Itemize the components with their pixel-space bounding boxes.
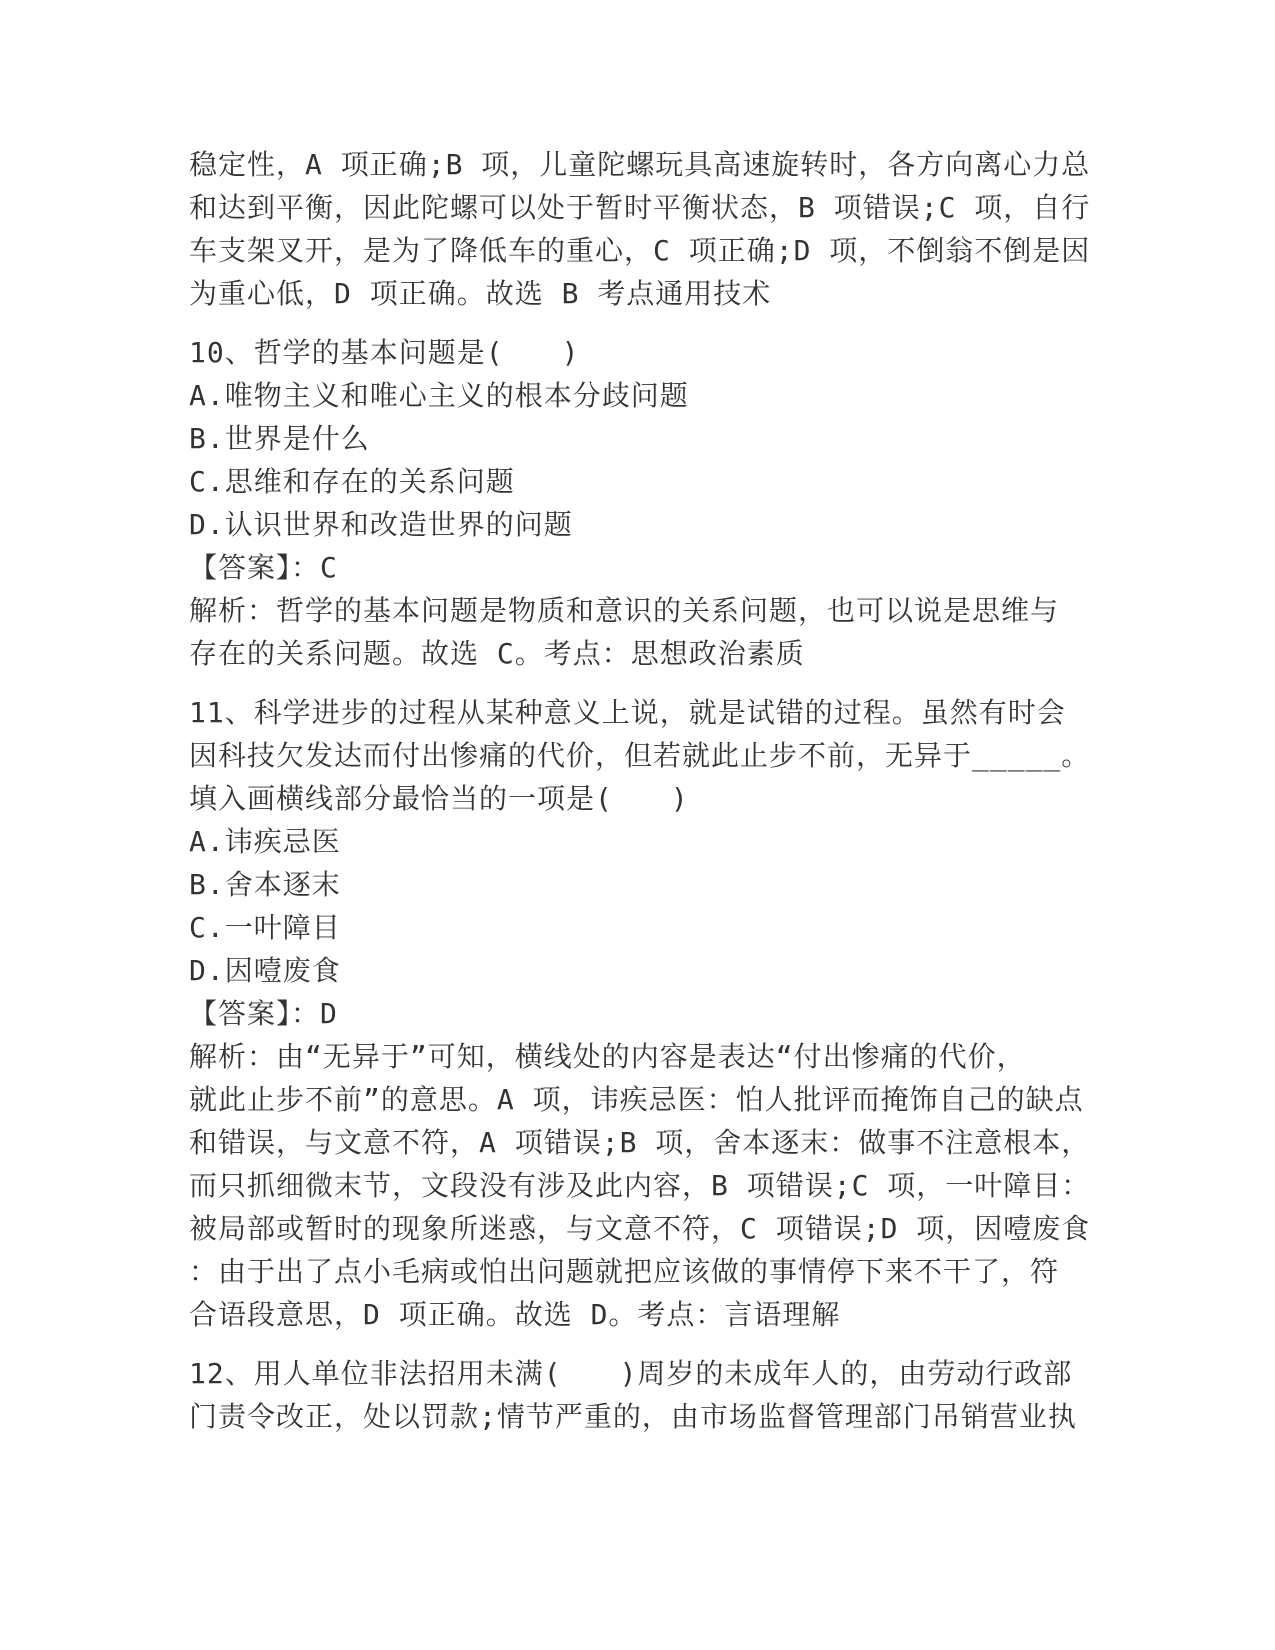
answer-label: 【答案】：C: [189, 551, 338, 584]
question-text: 因科技欠发达而付出惨痛的代价，但若就此止步不前，无异于_____。: [189, 739, 1091, 772]
document-page: [189, 143, 1089, 1438]
option-d: D.认识世界和改造世界的问题: [189, 508, 573, 541]
option-c: C.思维和存在的关系问题: [189, 465, 515, 498]
analysis-line: 就此止步不前”的意思。A 项，讳疾忌医：怕人批评而掩饰自己的缺点: [189, 1083, 1084, 1116]
analysis-line: 合语段意思，D 项正确。故选 D。考点：言语理解: [189, 1298, 841, 1331]
question-11: [189, 691, 1089, 1336]
question-text: 10、哲学的基本问题是( ): [189, 336, 580, 369]
option-a: A.讳疾忌医: [189, 825, 341, 858]
analysis-line: 被局部或暂时的现象所迷惑，与文意不符，C 项错误;D 项，因噎废食: [189, 1212, 1091, 1245]
intro-analysis: [189, 143, 1089, 315]
analysis-line: 解析：由“无异于”可知，横线处的内容是表达“付出惨痛的代价，: [189, 1040, 1026, 1073]
text-line: 为重心低，D 项正确。故选 B 考点通用技术: [189, 277, 772, 310]
option-c: C.一叶障目: [189, 911, 341, 944]
spacer: [189, 315, 1089, 331]
option-b: B.世界是什么: [189, 422, 370, 455]
option-d: D.因噎废食: [189, 954, 341, 987]
question-10: [189, 331, 1089, 675]
question-text: 门责令改正，处以罚款;情节严重的，由市场监督管理部门吊销营业执: [189, 1400, 1077, 1433]
text-line: 车支架叉开，是为了降低车的重心，C 项正确;D 项，不倒翁不倒是因: [189, 234, 1091, 267]
question-text: 12、用人单位非法招用未满( )周岁的未成年人的，由劳动行政部: [189, 1357, 1073, 1390]
text-line: 稳定性，A 项正确;B 项，儿童陀螺玩具高速旋转时，各方向离心力总: [189, 148, 1091, 181]
option-b: B.舍本逐末: [189, 868, 341, 901]
spacer: [189, 675, 1089, 691]
text-line: 和达到平衡，因此陀螺可以处于暂时平衡状态，B 项错误;C 项，自行: [189, 191, 1091, 224]
question-text: 11、科学进步的过程从某种意义上说，就是试错的过程。虽然有时会: [189, 696, 1066, 729]
analysis-line: 和错误，与文意不符，A 项错误;B 项，舍本逐末：做事不注意根本，: [189, 1126, 1091, 1159]
analysis-line: 存在的关系问题。故选 C。考点：思想政治素质: [189, 637, 805, 670]
analysis-line: 解析：哲学的基本问题是物质和意识的关系问题，也可以说是思维与: [189, 594, 1060, 627]
option-a: A.唯物主义和唯心主义的根本分歧问题: [189, 379, 689, 412]
question-12: [189, 1352, 1089, 1438]
spacer: [189, 1336, 1089, 1352]
answer-label: 【答案】：D: [189, 997, 338, 1030]
question-text: 填入画横线部分最恰当的一项是( ): [189, 782, 689, 815]
analysis-line: 而只抓细微末节，文段没有涉及此内容，B 项错误;C 项，一叶障目：: [189, 1169, 1091, 1202]
analysis-line: ：由于出了点小毛病或怕出问题就把应该做的事情停下来不干了，符: [189, 1255, 1060, 1288]
